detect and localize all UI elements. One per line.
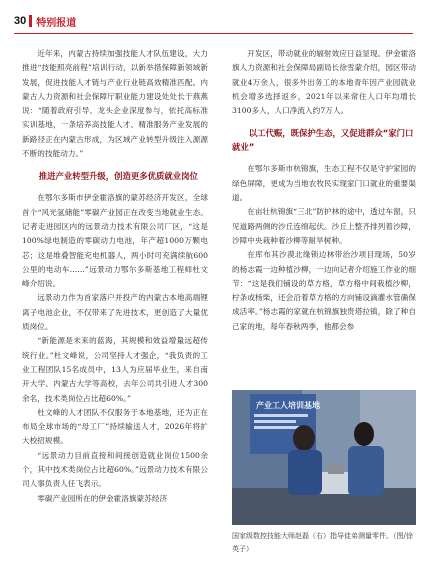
header-rule (14, 33, 413, 34)
article-paragraph: “远景动力目前直接和间接创造就业岗位1500余个，其中技术类岗位占比超60%。”远景动力技术有限公司人事负责人任飞表示。 (22, 450, 208, 489)
photo-caption: 国家级数控技能大师赵磊（右）指导徒弟测量零件。（图/徐英子） (232, 532, 413, 553)
article-paragraph: 近年来，内蒙古持续加强技能人才队伍建设，大力推进“技能照亮前程”培训行动，以新举措保障新领域新发展，促进技能人才链与产业行业链高效精准匹配。内蒙古人力资源和社会保障厅职业能力建设处处长于燕燕说：“随着政府引导、龙头企业深度参与，依托高标准实训基地，一条培养高技能人才、精准服务产业发展的新路径正在内蒙古形成，为区域产业转型升级注入源源不断的技能动力。” (22, 49, 208, 159)
article-paragraph: 在亩壮杭锦旗“三北”防护林的途中，透过车窗，只见道路两侧的沙丘连绵起伏。沙丘上整齐排列着沙障，沙障中央栽种着沙柳等耐旱树种。 (232, 207, 416, 245)
article-paragraph: 零碳产业园所在的伊金霍洛旗蒙苏经济 (37, 493, 168, 503)
subheading: 推进产业转型升级，创造更多优质就业岗位 (38, 171, 198, 182)
header-accent-bar (29, 15, 32, 27)
article-paragraph: 杜文峰的人才团队不仅服务于本地基地，还为正在布局全球市场的“母工厂”持续输送人才，2026年将扩大校招规模。 (22, 407, 208, 446)
article-paragraph: 在鄂尔多斯市伊金霍洛旗的蒙苏经济开发区，全球首个“风光氢储能”零碳产业园正在改变当地就业生态。记者走进园区内的远景动力技术有限公司厂区，“这是100%绿电制造的零碳动力电池，年产超1000万颗电芯；这是堆叠智能充电机器人，两小时可充满续航600公里的电动车……”远景动力鄂尔多斯基地工程师杜文峰介绍说。 (22, 193, 208, 289)
article-paragraph: 在鄂尔多斯市杭锦旗，生态工程不仅是守护家园的绿色屏障，更成为当地农牧民实现家门口就业的重要渠道。 (232, 164, 416, 203)
right-column (232, 47, 416, 334)
subheading: 以工代赈，既保护生态，又促进群众“家门口就业” (232, 128, 414, 153)
page-number: 30 (14, 15, 27, 27)
article-paragraph: 在库布其沙漠北缘锁边林带治沙项目现场，50岁的杨志霞一边种植沙柳，一边向记者介绍施工作业的细节：“这是我们铺设的草方格，草方格中间栽植沙柳，柠条或杨柴，还会沿着草方格的方向铺设滴灌水管确保成活率。”杨志霞的家就在杭锦旗独贵塔拉镇，除了种自己家的地，每年春秋两季，他都会参 (232, 250, 416, 331)
training-photo (232, 390, 416, 525)
photo-illustration (232, 390, 416, 525)
article-paragraph: 远景动力作为首家落户并投产的内蒙古本地高端锂离子电池企业，不仅带来了先进技术，更创造了大量优质岗位。 (22, 293, 208, 332)
page-header (14, 13, 76, 29)
photo-sign-text: 产业工人培训基地 (256, 401, 320, 410)
section-label: 特别报道 (36, 17, 77, 29)
left-column (22, 47, 208, 506)
article-paragraph: 开发区，带动就业的辐射效应日益显现。伊金霍洛旗人力资源和社会保障局副局长徐雪蒙介绍，园区带动就业4万余人，很多外出务工的本地青年因产业园就业机会增多选择返乡，2021年以来常住人口年均增长3100多人，人口净流入约7万人。 (232, 49, 416, 116)
article-paragraph: “新能源是未来的蓝海，其规模和效益增量远超传统行业。”杜文峰说，公司坚持人才强企，“我负责的工业工程团队15名成员中，13人为应届毕业生，来自南开大学、内蒙古大学等高校，去年公司共引进人才300余名，技术类岗位占比超60%。” (22, 336, 208, 403)
